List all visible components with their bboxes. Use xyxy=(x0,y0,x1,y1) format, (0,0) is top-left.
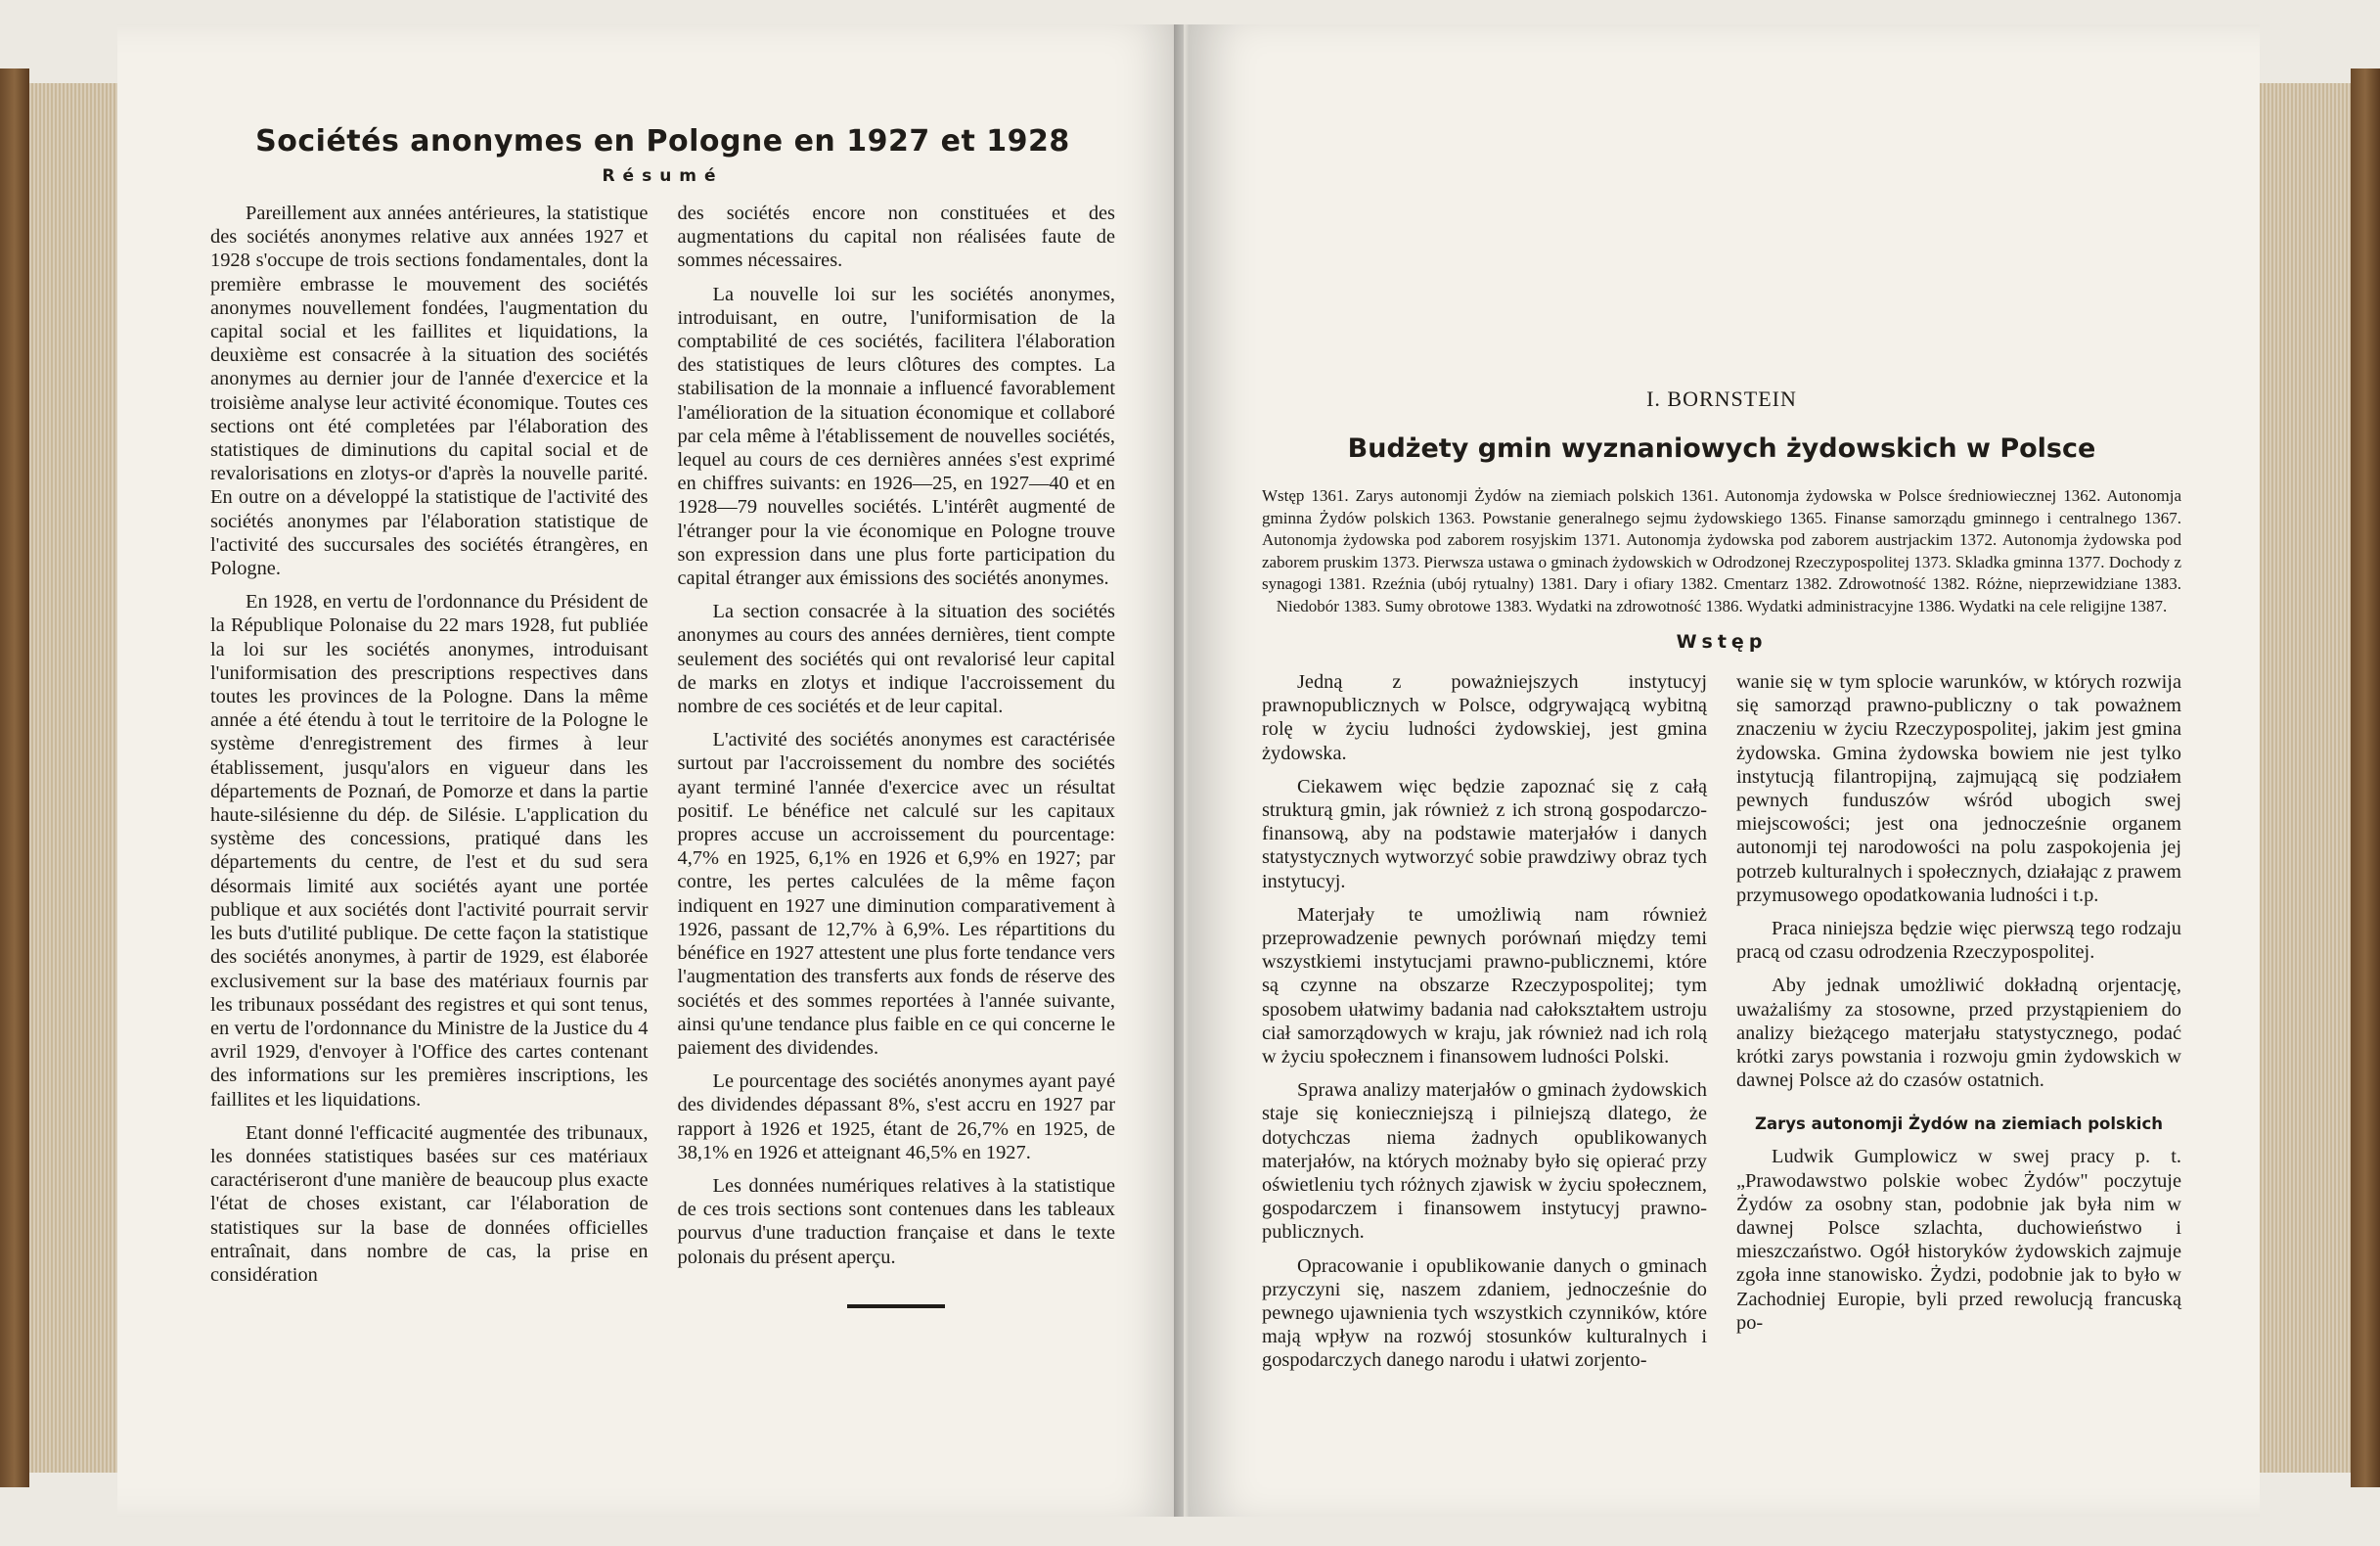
paragraph: Praca niniejsza będzie więc pierwszą tego rodzaju pracą od czasu odrodzenia Rzeczypospolitej. xyxy=(1736,918,2181,964)
author-name: I. BORNSTEIN xyxy=(1646,386,1797,411)
paragraph: des sociétés encore non constituées et des augmentations du capital non réalisées faute de sommes nécessaires. xyxy=(677,203,1115,272)
paragraph: L'activité des sociétés anonymes est caractérisée surtout par l'accroissement du nombre des sociétés ayant terminé l'année d'exercice avec un résultat positif. Le bénéfice net calculé sur les capitaux propres accuse un accroissement du pourcentage: 4,7% en 1925, 6,1% en 1926 et 6,9% en 1927; par contre, les pertes calculées de la même façon indiquent en 1927 une diminution comparativement à 1926, passant de 12,7% à 6,9%. Les répartitions du bénéfice en 1927 attestent une plus forte tendance vers l'augmentation des transferts aux fonds de réserve des sociétés et des sommes reportées à l'année suivante, ainsi qu'une tendance plus faible en ce qui concerne le paiement des dividendes. xyxy=(677,729,1115,1059)
paragraph: La nouvelle loi sur les sociétés anonymes, introduisant, en outre, l'uniformisation de la comptabilité de ces sociétés, facilitera l'élaboration des statistiques de leurs clôtures des comptes. La stabilisation de la monnaie a influencé favorablement l'amélioration de la situation économique et collaboré par cela même à l'établissement de nouvelles sociétés, lequel au cours de ces dernières années s'est exprimé en chiffres suivants: en 1926—25, en 1927—40 et en 1928—79 nouvelles sociétés. L'intérêt augmenté de l'étranger pour la vie économique en Pologne trouve son expression dans une plus forte participation du capital étranger aux émissions des sociétés anonymes. xyxy=(677,283,1115,590)
section-heading: Wstęp xyxy=(1676,631,1768,653)
right-column-1 xyxy=(1262,670,1707,1383)
paragraph: Aby jednak umożliwić dokładną orjentację, uważaliśmy za stosowne, przed przystąpieniem do analizy bieżącego materjału statystycznego, podać krótki zarys powstania i rozwoju gmin żydowskich w dawnej Polsce aż do czasów ostatnich. xyxy=(1736,975,2181,1092)
right-page-columns xyxy=(1262,670,2181,1383)
paragraph: Les données numériques relatives à la statistique de ces trois sections sont contenues dans les tableaux pourvus d'une traduction française et dans le texte polonais du présent aperçu. xyxy=(677,1174,1115,1268)
right-page xyxy=(1189,24,2260,1517)
paragraph: wanie się w tym splocie warunków, w których rozwija się samorząd prawno-publiczny o tak poważnem znaczeniu w życiu Rzeczypospolitej, jakim jest gmina żydowska. Gmina żydowska bowiem nie jest tylko instytucją filantropijną, zajmującą się podziałem pewnych funduszów wśród ubogich swej miejscowości; jest ona jednocześnie organem autonomji tej narodowości na polu zaspokojenia jej potrzeb kulturalnych i społecznych, działając z prawem przymusowego opodatkowania ludności i t.p. xyxy=(1736,671,2181,906)
book-spine-left xyxy=(0,68,29,1487)
paragraph: Ciekawem więc będzie zapoznać się z całą strukturą gmin, jak również z ich stroną gospodarczo-finansową, aby na podstawie materjałów i danych statystycznych wytworzyć sobie prawdziwy obraz tych instytucyj. xyxy=(1262,775,1707,892)
left-page xyxy=(117,24,1184,1517)
end-rule xyxy=(847,1304,945,1308)
page-edges-left xyxy=(29,83,122,1473)
left-column-2 xyxy=(678,202,1116,1308)
paragraph: Jedną z poważniejszych instytucyj prawnopublicznych w Polsce, odgrywającą wybitną rolę w życiu ludności żydowskiej, jest gmina żydowska. xyxy=(1262,671,1707,764)
subsection-heading: Zarys autonomji Żydów na ziemiach polskich xyxy=(1755,1114,2163,1134)
left-page-subtitle: Résumé xyxy=(602,166,724,186)
paragraph: Pareillement aux années antérieures, la statistique des sociétés anonymes relative aux années 1927 et 1928 s'occupe de trois sections fondamentales, dont la première embrasse le mouvement des sociétés anonymes nouvellement fondées, l'augmentation du capital social et les faillites et liquidations, la deuxième est consacrée à la situation des sociétés anonymes au dernier jour de l'année d'exercice et la troisième analyse leur activité économique. Toutes ces sections ont été completées par l'élaboration des statistiques de diminutions du capital social et de revalorisations en zlotys-or d'après la nouvelle parité. En outre on a développé la statistique de l'activité des sociétés anonymes par l'élaboration statistique de l'activité des succursales des sociétés étrangères, en Pologne. xyxy=(210,203,649,580)
paragraph: Etant donné l'efficacité augmentée des tribunaux, les données statistiques basées sur ces matériaux caractériseront d'une manière de beaucoup plus exacte l'état de choses existant, car l'élaboration de statistiques sur la base de données officielles entraînait, dans nombre de cas, la prise en considération xyxy=(210,1121,649,1286)
right-column-2 xyxy=(1736,670,2181,1383)
book-spine-right xyxy=(2351,68,2380,1487)
paragraph: Materjały te umożliwią nam również przeprowadzenie pewnych porównań między temi wszystkiemi instytucjami prawno-publicznemi, które są czynne na obszarze Rzeczypospolitej; tym sposobem ułatwimy badania nad całokształtem ustroju ciał samorządowych w kraju, jak również nad ich rolą w życiu społecznem i finansowem ludności Polski. xyxy=(1262,903,1707,1069)
page-edges-right xyxy=(2258,83,2351,1473)
left-page-title: Sociétés anonymes en Pologne en 1927 et 1928 xyxy=(255,124,1070,159)
right-page-title: Budżety gmin wyznaniowych żydowskich w Polsce xyxy=(1347,433,2096,464)
left-column-1 xyxy=(210,202,649,1308)
table-of-contents: Wstęp 1361. Zarys autonomji Żydów na ziemiach polskich 1361. Autonomja żydowska w Polsce średniowiecznej 1362. Autonomja gminna Żydów polskich 1363. Powstanie generalnego sejmu żydowskiego 1365. Finanse samorządu gminnego i centralnego 1367. Autonomja żydowska pod zaborem rosyjskim 1371. Autonomja żydowska pod zaborem austrjackim 1372. Autonomja żydowska pod zaborem pruskim 1373. Pierwsza ustawa o gminach żydowskich w Odrodzonej Rzeczypospolitej 1373. Skladka gminna 1377. Dochody z synagogi 1381. Rzeźnia (ubój rytualny) 1381. Dary i ofiary 1382. Cmentarz 1382. Zdrowotność 1382. Różne, nieprzewidziane 1383. Niedobór 1383. Sumy obrotowe 1383. Wydatki na zdrowotność 1386. Wydatki administracyjne 1386. Wydatki na cele religijne 1387. xyxy=(1262,486,2181,615)
left-page-columns xyxy=(210,202,1115,1308)
paragraph: Ludwik Gumplowicz w swej pracy p. t. „Prawodawstwo polskie wobec Żydów" poczytuje Żydów za osobny stan, podobnie jak była nim w dawnej Polsce szlachta, duchowieństwo i mieszczaństwo. Ogół historyków żydowskich zajmuje zgoła inne stanowisko. Żydzi, podobnie jak to było w Zachodniej Europie, byli przed rewolucją francuską po- xyxy=(1736,1146,2181,1334)
paragraph: Sprawa analizy materjałów o gminach żydowskich staje się konieczniejszą i pilniejszą dlatego, że dotychczas niema żadnych opublikowanych materjałów, na których możnaby było się opierać przy oświetleniu tych różnych zjawisk w życiu społecznem, gospodarczem i finansowem instytucyj prawno-publicznych. xyxy=(1262,1079,1707,1244)
paragraph: En 1928, en vertu de l'ordonnance du Président de la République Polonaise du 22 mars 1928, fut publiée la loi sur les sociétés anonymes, introduisant l'uniformisation des prescriptions respectives dans toutes les provinces de la Pologne. Dans la même année a été étendu à tout le territoire de la Pologne le système d'enregistrement des firmes à leur établissement, jusqu'alors en vigueur dans les départements de Poznań, de Pomorze et dans la partie haute-silésienne du dép. de Silésie. L'application du système des concessions, pratiqué dans les départements du centre, de l'est et du sud sera désormais limité aux sociétés ayant une portée publique et aux sociétés dont l'activité pourrait servir les buts d'utilité publique. De cette façon la statistique des sociétés anonymes, à partir de 1929, est élaborée exclusivement sur la base des matériaux fournis par les tribunaux possédant des registres et qui sont tenus, en vertu de l'ordonnance du Ministre de la Justice du 4 avril 1929, d'envoyer à l'Office des cartes contenant des informations sur les premières inscriptions, les faillites et les liquidations. xyxy=(210,591,649,1111)
paragraph: La section consacrée à la situation des sociétés anonymes au cours des années dernières, tient compte seulement des sociétés qui ont revalorisé leur capital de marks en zlotys et indique l'accroissement du nombre de ces sociétés et de leur capital. xyxy=(677,601,1115,718)
paragraph: Le pourcentage des sociétés anonymes ayant payé des dividendes dépassant 8%, s'est accru en 1927 par rapport à 1926 et 1925, étant de 26,7% en 1925, de 38,1% en 1926 et atteignant 46,5% en 1927. xyxy=(677,1070,1115,1163)
paragraph: Opracowanie i opublikowanie danych o gminach przyczyni się, naszem zdaniem, jednocześnie do pewnego ujawnienia tych wszystkich czynników, które mają wpływ na rozwój stosunków kulturalnych i gospodarczych danego narodu i ułatwi zorjento- xyxy=(1262,1254,1707,1372)
